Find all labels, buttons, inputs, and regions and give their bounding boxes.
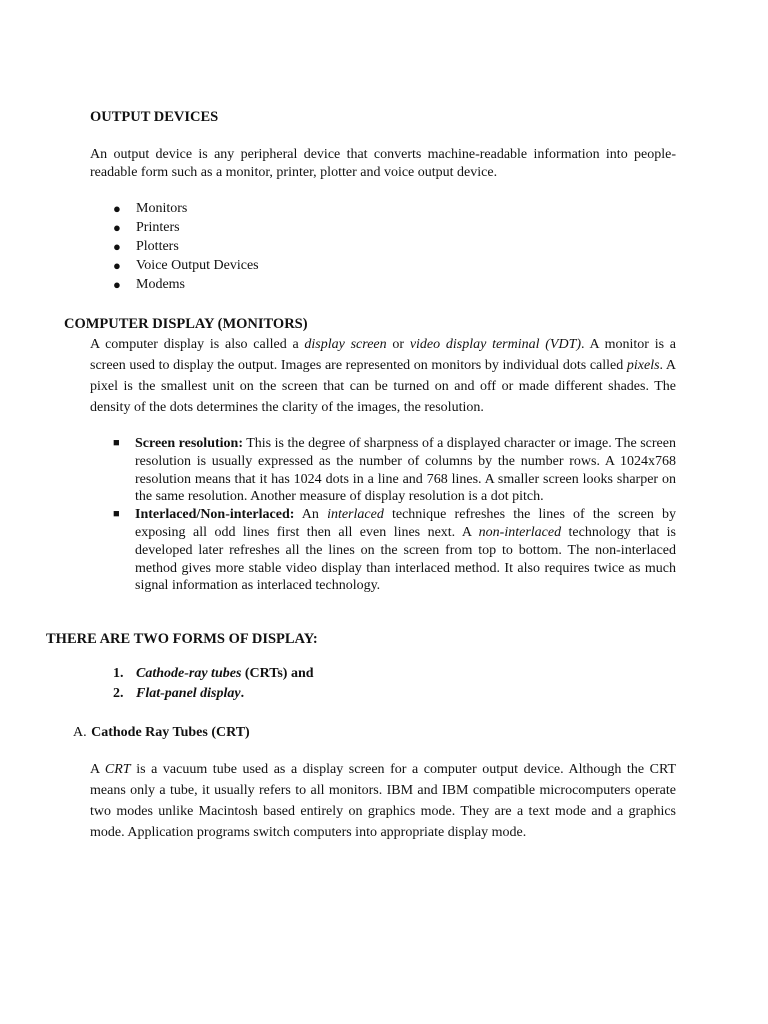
list-item: 2. Flat-panel display. xyxy=(113,686,245,701)
list-item: 1. Cathode-ray tubes (CRTs) and xyxy=(113,666,314,681)
crt-paragraph: A CRT is a vacuum tube used as a display screen for a computer output device. Although the CRT means only a tube, it usually refers to all monitors. IBM and IBM compatible microcomputers operate two modes unlike Macintosh based entirely on graphics mode. They are a text mode and a graphics mode. Application programs switch computers into appropriate display mode. xyxy=(90,762,676,840)
crt-heading: A. Cathode Ray Tubes (CRT) xyxy=(73,725,250,740)
list-item: ■ Interlaced/Non-interlaced: An interlaced technique refreshes the lines of the screen by exposing all odd lines first then all even lines next. A non-interlaced technology that is developed later refreshes all the lines on the screen from top to bottom. The non-interlaced method gives more stable video display than interlaced method. It also requires twice as much signal information as interlaced technology. xyxy=(113,507,676,594)
section-title-output-devices: OUTPUT DEVICES xyxy=(90,109,219,125)
monitors-paragraph: A computer display is also called a display screen or video display terminal (VDT). A monitor is a screen used to display the output. Images are represented on monitors by individual dots called pixels. A pixel is the smallest unit on the screen that can be turned on and off or made different shades. The density of the dots determines the clarity of the images, the resolution. xyxy=(90,337,676,415)
bullet-dot-icon: ● xyxy=(113,258,121,273)
section-title-monitors: COMPUTER DISPLAY (MONITORS) xyxy=(64,316,308,332)
list-item: ● Monitors xyxy=(113,201,188,216)
list-item: ● Modems xyxy=(113,277,185,292)
output-devices-list xyxy=(113,199,513,294)
list-item: ● Printers xyxy=(113,220,180,235)
monitors-bullet-list xyxy=(113,435,676,595)
bullet-dot-icon: ● xyxy=(113,239,121,254)
bullet-dot-icon: ● xyxy=(113,220,121,235)
bullet-square-icon: ■ xyxy=(113,508,120,521)
list-item: ● Plotters xyxy=(113,239,179,254)
section-title-forms: THERE ARE TWO FORMS OF DISPLAY: xyxy=(46,631,318,647)
list-item: ● Voice Output Devices xyxy=(113,258,259,273)
forms-numbered-list xyxy=(113,664,613,704)
list-item: ■ Screen resolution: This is the degree of sharpness of a displayed character or image. The screen resolution is usually expressed as the number of columns by the number rows. A 1024x768 resolution means that it has 1024 dots in a line and 768 lines. A smaller screen looks sharper on the same resolution. Another measure of display resolution is a dot pitch. xyxy=(113,436,676,505)
bullet-square-icon: ■ xyxy=(113,437,120,449)
bullet-dot-icon: ● xyxy=(113,201,121,216)
bullet-dot-icon: ● xyxy=(113,277,121,292)
output-devices-intro: An output device is any peripheral device that converts machine-readable information into people-readable form such as a monitor, printer, plotter and voice output device. xyxy=(90,147,676,180)
